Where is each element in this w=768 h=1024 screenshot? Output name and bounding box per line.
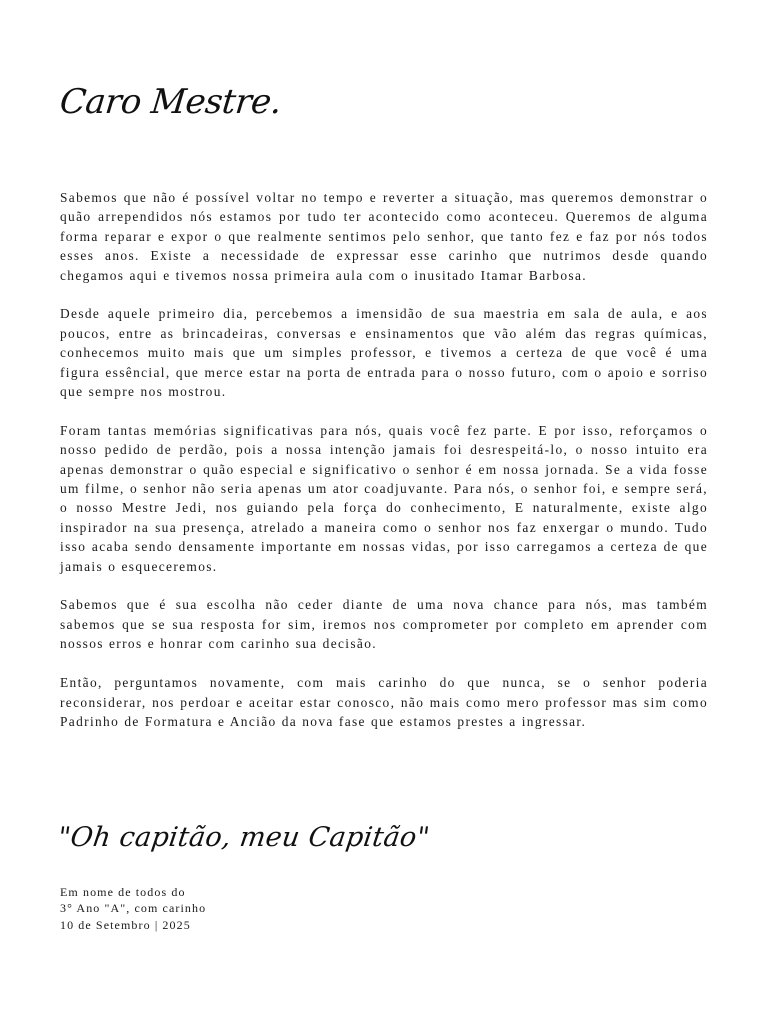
paragraph-3: Foram tantas memórias significativas para nós, quais você fez parte. E por isso, reforçamos o nosso pedido de perdão, pois a nossa intenção jamais foi desrespeitá-lo, o nosso intuito era apenas demonstrar o quão especial e significativo o senhor é em nossa jornada. Se a vida fosse um filme, o senhor não seria apenas um ator coadjuvante. Para nós, o senhor foi, e sempre será, o nosso Mestre Jedi, nos guiando pela força do conhecimento, E naturalmente, existe algo inspirador na sua presença, atrelado a maneira como o senhor nos faz enxergar o mundo. Tudo isso acaba sendo densamente importante em nossas vidas, por isso carregamos a certeza de que jamais o esqueceremos. bbox=[60, 422, 708, 574]
paragraph-5: Então, perguntamos novamente, com mais carinho do que nunca, se o senhor poderia reconsiderar, nos perdoar e aceitar estar conosco, não mais como mero professor mas sim como Padrinho de Formatura e Ancião da nova fase que estamos prestes a ingressar. bbox=[60, 675, 708, 729]
signature-line-2: 3° Ano "A", com carinho bbox=[60, 901, 207, 916]
letter-greeting: Caro Mestre. bbox=[57, 82, 284, 122]
letter-body bbox=[60, 188, 708, 751]
signature-date: 10 de Setembro | 2025 bbox=[60, 917, 191, 932]
paragraph-2: Desde aquele primeiro dia, percebemos a imensidão de sua maestria em sala de aula, e aos poucos, entre as brincadeiras, conversas e ensinamentos que vão além das regras químicas, conhecemos muito mais que um simples professor, e tivemos a certeza de que você é uma figura essêncial, que merce estar na porta de entrada para o nosso futuro, com o apoio e sorriso que sempre nos mostrou. bbox=[60, 306, 708, 400]
closing-quote: "Oh capitão, meu Capitão" bbox=[55, 822, 432, 853]
signature-block bbox=[60, 884, 206, 933]
signature-line-1: Em nome de todos do bbox=[60, 885, 186, 899]
paragraph-1: Sabemos que não é possível voltar no tempo e reverter a situação, mas queremos demonstrar o quão arrependidos nós estamos por tudo ter acontecido como aconteceu. Queremos de alguma forma reparar e expor o que realmente sentimos pelo senhor, que tanto fez e faz por nós todos esses anos. Existe a necessidade de expressar esse carinho que nutrimos desde quando chegamos aqui e tivemos nossa primeira aula com o inusitado Itamar Barbosa. bbox=[60, 190, 708, 283]
paragraph-4: Sabemos que é sua escolha não ceder diante de uma nova chance para nós, mas também sabemos que se sua resposta for sim, iremos nos comprometer por completo em aprender com nossos erros e honrar com carinho sua decisão. bbox=[60, 597, 708, 652]
